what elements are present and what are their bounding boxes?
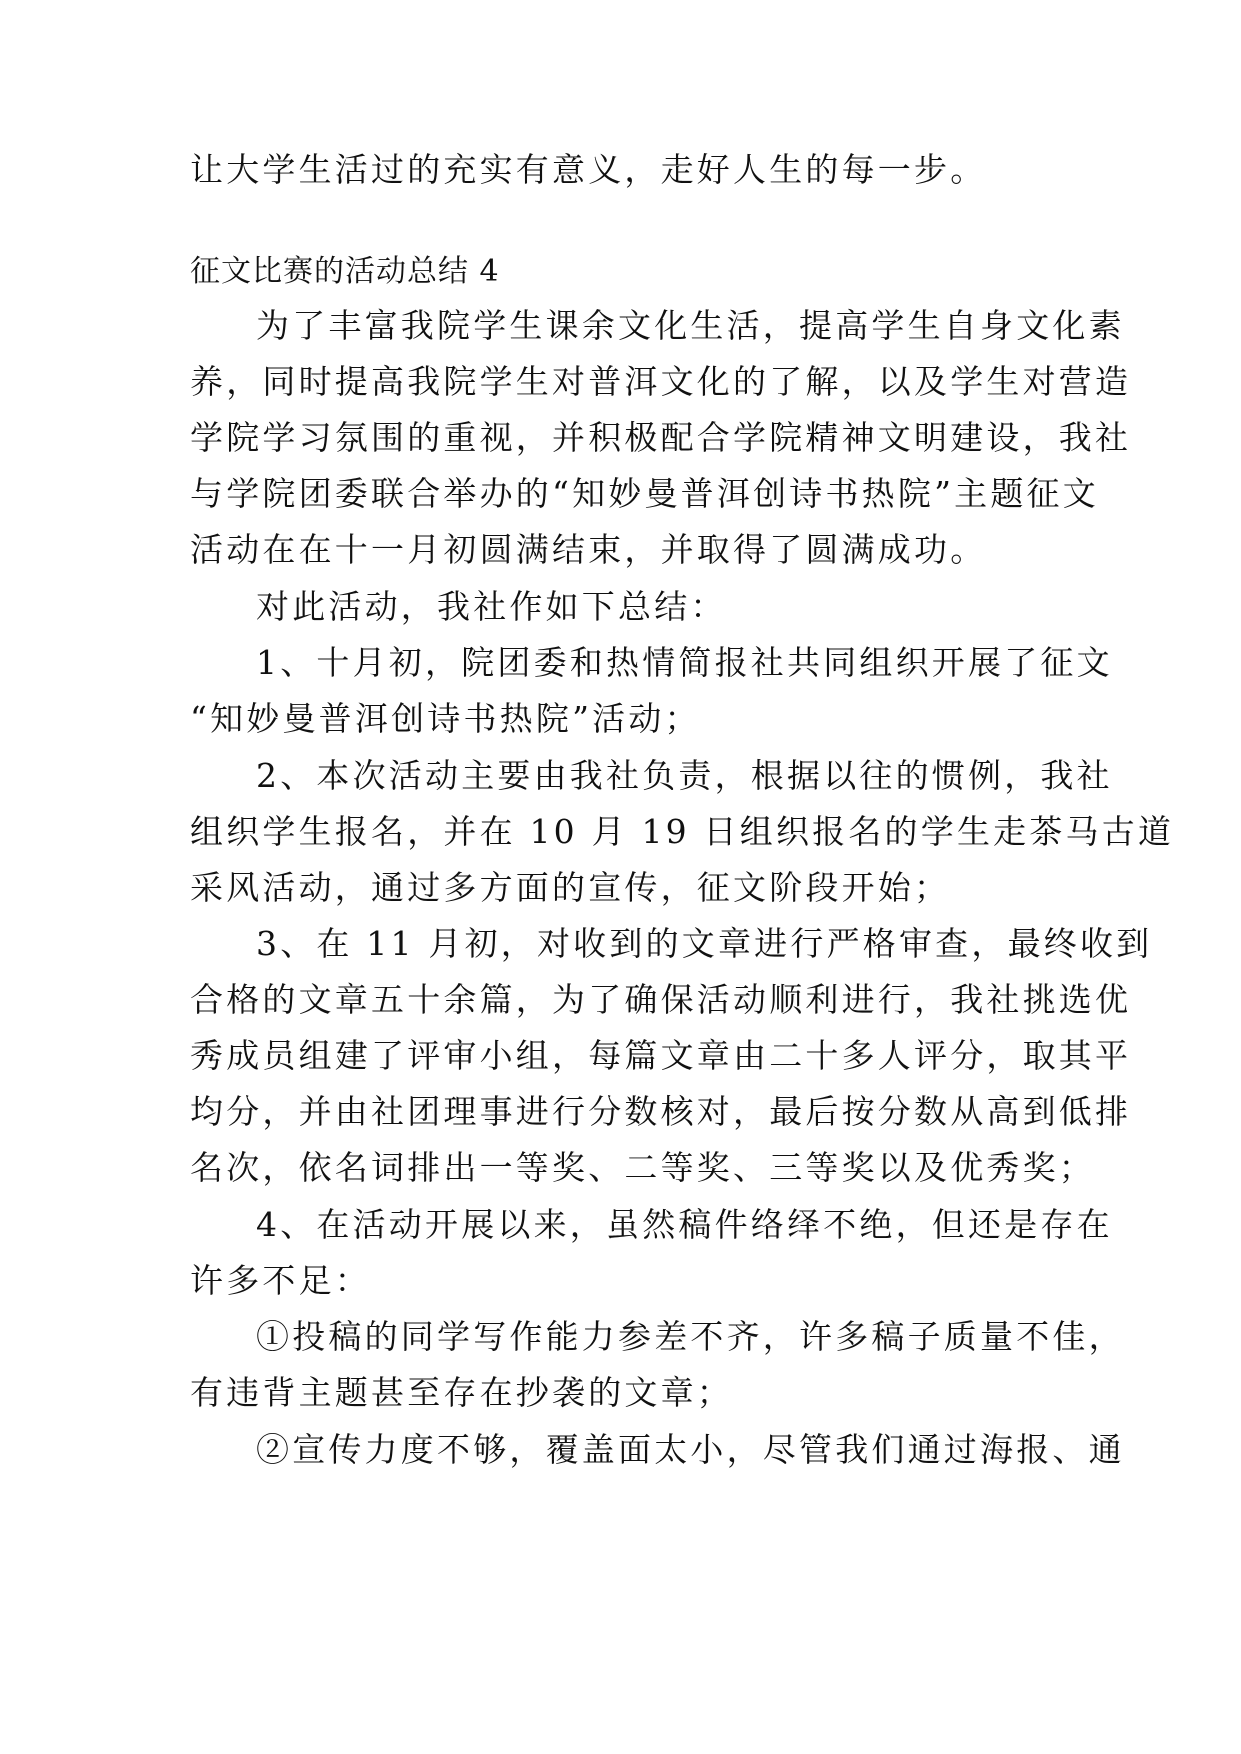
list-item-3-line-5: 名次，依名词排出一等奖、二等奖、三等奖以及优秀奖；: [190, 1148, 1095, 1187]
sub-item-1-line-2: 有违背主题甚至存在抄袭的文章；: [190, 1373, 733, 1412]
list-item-3-line-3: 秀成员组建了评审小组，每篇文章由二十多人评分，取其平: [190, 1036, 1132, 1075]
paragraph-intro-line-4: 与学院团委联合举办的“知妙曼普洱创诗书热院”主题征文: [190, 474, 1099, 513]
paragraph-intro-line-2: 养，同时提高我院学生对普洱文化的了解，以及学生对营造: [190, 362, 1132, 401]
sub-item-1-line-1: ①投稿的同学写作能力参差不齐，许多稿子质量不佳，: [256, 1317, 1125, 1356]
list-item-3-line-2: 合格的文章五十余篇，为了确保活动顺利进行，我社挑选优: [190, 980, 1132, 1019]
list-item-2-line-3: 采风活动，通过多方面的宣传，征文阶段开始；: [190, 868, 951, 907]
sub-item-2-line-1: ②宣传力度不够，覆盖面太小，尽管我们通过海报、通: [256, 1430, 1125, 1469]
list-item-1-line-1: 1、十月初，院团委和热情简报社共同组织开展了征文: [256, 643, 1113, 682]
list-item-3-line-1: 3、在 11 月初，对收到的文章进行严格审查，最终收到: [256, 924, 1153, 963]
list-item-2-line-2: 组织学生报名，并在 10 月 19 日组织报名的学生走茶马古道: [190, 812, 1175, 851]
list-item-1-line-2: “知妙曼普洱创诗书热院”活动；: [190, 699, 701, 738]
paragraph-intro-line-5: 活动在在十一月初圆满结束，并取得了圆满成功。: [190, 530, 987, 569]
paragraph-intro-line-3: 学院学习氛围的重视，并积极配合学院精神文明建设，我社: [190, 418, 1132, 457]
paragraph-summary-intro: 对此活动，我社作如下总结：: [256, 587, 727, 626]
list-item-4-line-1: 4、在活动开展以来，虽然稿件络绎不绝，但还是存在: [256, 1205, 1113, 1244]
body-line-closing: 让大学生活过的充实有意义，走好人生的每一步。: [190, 150, 987, 189]
list-item-4-line-2: 许多不足：: [190, 1261, 371, 1300]
section-heading: 征文比赛的活动总结 4: [190, 254, 500, 289]
list-item-2-line-1: 2、本次活动主要由我社负责，根据以往的惯例，我社: [256, 756, 1113, 795]
paragraph-intro-line-1: 为了丰富我院学生课余文化生活，提高学生自身文化素: [256, 306, 1125, 345]
list-item-3-line-4: 均分，并由社团理事进行分数核对，最后按分数从高到低排: [190, 1092, 1132, 1131]
